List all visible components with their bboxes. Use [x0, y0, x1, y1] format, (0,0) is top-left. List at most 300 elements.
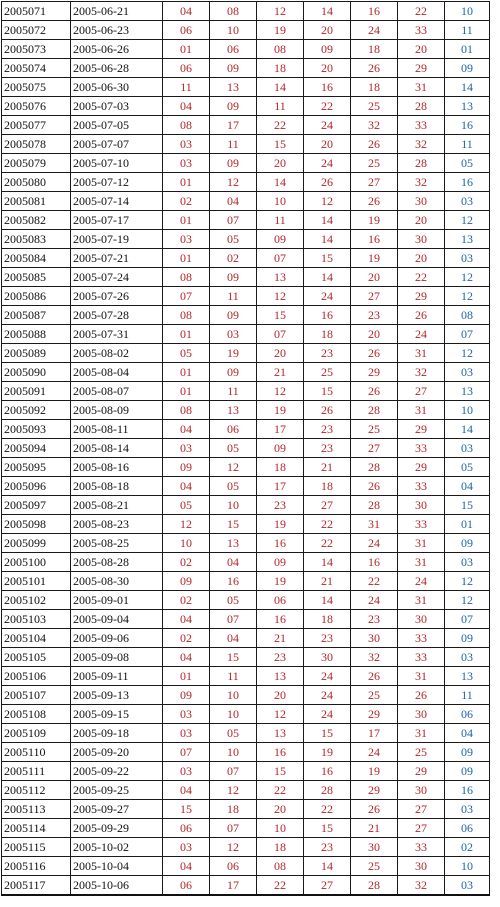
issue-number-cell: 2005073	[2, 40, 71, 59]
table-row	[2, 667, 490, 686]
draw-date-cell: 2005-08-07	[71, 382, 163, 401]
issue-number-cell: 2005107	[2, 686, 71, 705]
red-ball-5-cell: 25	[351, 420, 398, 439]
draw-date-cell: 2005-08-02	[71, 344, 163, 363]
red-ball-2-cell: 17	[210, 876, 257, 896]
red-ball-6-cell: 31	[398, 78, 445, 97]
blue-ball-cell: 03	[445, 800, 490, 819]
blue-ball-cell: 07	[445, 610, 490, 629]
draw-date-cell: 2005-08-09	[71, 401, 163, 420]
table-row	[2, 705, 490, 724]
issue-number-cell: 2005113	[2, 800, 71, 819]
blue-ball-cell: 11	[445, 21, 490, 40]
red-ball-6-cell: 26	[398, 306, 445, 325]
red-ball-1-cell: 15	[163, 800, 210, 819]
blue-ball-cell: 02	[445, 838, 490, 857]
red-ball-6-cell: 31	[398, 534, 445, 553]
red-ball-4-cell: 23	[304, 629, 351, 648]
table-row	[2, 344, 490, 363]
issue-number-cell: 2005084	[2, 249, 71, 268]
draw-date-cell: 2005-06-23	[71, 21, 163, 40]
red-ball-6-cell: 27	[398, 819, 445, 838]
red-ball-6-cell: 25	[398, 743, 445, 762]
table-row	[2, 800, 490, 819]
issue-number-cell: 2005075	[2, 78, 71, 97]
red-ball-4-cell: 27	[304, 496, 351, 515]
table-row	[2, 154, 490, 173]
red-ball-6-cell: 27	[398, 800, 445, 819]
red-ball-5-cell: 24	[351, 591, 398, 610]
red-ball-1-cell: 04	[163, 857, 210, 876]
red-ball-5-cell: 25	[351, 97, 398, 116]
red-ball-6-cell: 30	[398, 781, 445, 800]
blue-ball-cell: 12	[445, 344, 490, 363]
red-ball-1-cell: 08	[163, 401, 210, 420]
red-ball-6-cell: 33	[398, 439, 445, 458]
red-ball-5-cell: 31	[351, 515, 398, 534]
red-ball-1-cell: 01	[163, 40, 210, 59]
red-ball-2-cell: 10	[210, 496, 257, 515]
draw-date-cell: 2005-08-23	[71, 515, 163, 534]
table-row	[2, 192, 490, 211]
draw-date-cell: 2005-07-14	[71, 192, 163, 211]
red-ball-1-cell: 09	[163, 572, 210, 591]
draw-date-cell: 2005-08-16	[71, 458, 163, 477]
red-ball-3-cell: 11	[257, 97, 304, 116]
red-ball-6-cell: 29	[398, 420, 445, 439]
draw-date-cell: 2005-09-04	[71, 610, 163, 629]
red-ball-2-cell: 09	[210, 97, 257, 116]
red-ball-6-cell: 31	[398, 344, 445, 363]
draw-date-cell: 2005-07-19	[71, 230, 163, 249]
red-ball-5-cell: 18	[351, 40, 398, 59]
red-ball-2-cell: 09	[210, 268, 257, 287]
draw-date-cell: 2005-06-30	[71, 78, 163, 97]
red-ball-1-cell: 09	[163, 458, 210, 477]
red-ball-2-cell: 09	[210, 363, 257, 382]
blue-ball-cell: 12	[445, 211, 490, 230]
red-ball-4-cell: 20	[304, 135, 351, 154]
table-row	[2, 2, 490, 21]
red-ball-2-cell: 13	[210, 401, 257, 420]
red-ball-6-cell: 30	[398, 705, 445, 724]
red-ball-4-cell: 18	[304, 610, 351, 629]
blue-ball-cell: 12	[445, 591, 490, 610]
red-ball-6-cell: 31	[398, 553, 445, 572]
red-ball-3-cell: 19	[257, 515, 304, 534]
issue-number-cell: 2005082	[2, 211, 71, 230]
red-ball-6-cell: 30	[398, 230, 445, 249]
red-ball-5-cell: 25	[351, 686, 398, 705]
red-ball-5-cell: 23	[351, 610, 398, 629]
draw-date-cell: 2005-10-02	[71, 838, 163, 857]
draw-date-cell: 2005-08-11	[71, 420, 163, 439]
table-row	[2, 249, 490, 268]
blue-ball-cell: 11	[445, 686, 490, 705]
blue-ball-cell: 03	[445, 439, 490, 458]
draw-date-cell: 2005-09-11	[71, 667, 163, 686]
blue-ball-cell: 10	[445, 2, 490, 21]
red-ball-5-cell: 28	[351, 496, 398, 515]
red-ball-1-cell: 03	[163, 439, 210, 458]
red-ball-1-cell: 01	[163, 249, 210, 268]
table-row	[2, 743, 490, 762]
red-ball-4-cell: 21	[304, 572, 351, 591]
issue-number-cell: 2005087	[2, 306, 71, 325]
red-ball-4-cell: 18	[304, 325, 351, 344]
issue-number-cell: 2005108	[2, 705, 71, 724]
table-row	[2, 230, 490, 249]
red-ball-4-cell: 24	[304, 116, 351, 135]
red-ball-2-cell: 05	[210, 477, 257, 496]
red-ball-6-cell: 33	[398, 116, 445, 135]
red-ball-5-cell: 23	[351, 306, 398, 325]
red-ball-5-cell: 27	[351, 173, 398, 192]
issue-number-cell: 2005089	[2, 344, 71, 363]
table-row	[2, 591, 490, 610]
red-ball-2-cell: 08	[210, 2, 257, 21]
red-ball-5-cell: 28	[351, 458, 398, 477]
issue-number-cell: 2005088	[2, 325, 71, 344]
table-row	[2, 78, 490, 97]
draw-date-cell: 2005-08-30	[71, 572, 163, 591]
issue-number-cell: 2005083	[2, 230, 71, 249]
red-ball-2-cell: 18	[210, 800, 257, 819]
red-ball-6-cell: 24	[398, 325, 445, 344]
red-ball-1-cell: 05	[163, 344, 210, 363]
red-ball-6-cell: 27	[398, 382, 445, 401]
red-ball-3-cell: 09	[257, 439, 304, 458]
draw-date-cell: 2005-07-07	[71, 135, 163, 154]
red-ball-6-cell: 24	[398, 572, 445, 591]
red-ball-1-cell: 08	[163, 306, 210, 325]
red-ball-4-cell: 14	[304, 211, 351, 230]
red-ball-4-cell: 20	[304, 21, 351, 40]
red-ball-4-cell: 22	[304, 515, 351, 534]
table-row	[2, 401, 490, 420]
red-ball-3-cell: 18	[257, 59, 304, 78]
table-row	[2, 781, 490, 800]
draw-date-cell: 2005-08-04	[71, 363, 163, 382]
red-ball-1-cell: 02	[163, 553, 210, 572]
red-ball-3-cell: 10	[257, 819, 304, 838]
issue-number-cell: 2005098	[2, 515, 71, 534]
red-ball-5-cell: 29	[351, 363, 398, 382]
red-ball-6-cell: 20	[398, 40, 445, 59]
red-ball-1-cell: 06	[163, 876, 210, 896]
red-ball-4-cell: 26	[304, 173, 351, 192]
table-row	[2, 629, 490, 648]
red-ball-3-cell: 07	[257, 249, 304, 268]
red-ball-6-cell: 20	[398, 249, 445, 268]
blue-ball-cell: 12	[445, 268, 490, 287]
blue-ball-cell: 06	[445, 705, 490, 724]
red-ball-2-cell: 12	[210, 838, 257, 857]
red-ball-5-cell: 30	[351, 629, 398, 648]
table-row	[2, 477, 490, 496]
red-ball-6-cell: 28	[398, 154, 445, 173]
draw-date-cell: 2005-07-24	[71, 268, 163, 287]
red-ball-3-cell: 23	[257, 648, 304, 667]
red-ball-5-cell: 24	[351, 743, 398, 762]
issue-number-cell: 2005090	[2, 363, 71, 382]
red-ball-6-cell: 31	[398, 667, 445, 686]
draw-date-cell: 2005-10-06	[71, 876, 163, 896]
issue-number-cell: 2005086	[2, 287, 71, 306]
issue-number-cell: 2005081	[2, 192, 71, 211]
red-ball-5-cell: 25	[351, 154, 398, 173]
blue-ball-cell: 10	[445, 857, 490, 876]
red-ball-5-cell: 30	[351, 838, 398, 857]
red-ball-1-cell: 11	[163, 78, 210, 97]
red-ball-3-cell: 12	[257, 382, 304, 401]
red-ball-4-cell: 26	[304, 401, 351, 420]
blue-ball-cell: 04	[445, 477, 490, 496]
red-ball-6-cell: 32	[398, 135, 445, 154]
table-row	[2, 610, 490, 629]
red-ball-1-cell: 01	[163, 325, 210, 344]
red-ball-4-cell: 21	[304, 458, 351, 477]
red-ball-6-cell: 33	[398, 515, 445, 534]
red-ball-6-cell: 31	[398, 591, 445, 610]
red-ball-2-cell: 17	[210, 116, 257, 135]
red-ball-4-cell: 15	[304, 724, 351, 743]
red-ball-3-cell: 07	[257, 325, 304, 344]
red-ball-3-cell: 14	[257, 173, 304, 192]
draw-date-cell: 2005-07-26	[71, 287, 163, 306]
issue-number-cell: 2005091	[2, 382, 71, 401]
red-ball-2-cell: 09	[210, 306, 257, 325]
red-ball-6-cell: 33	[398, 629, 445, 648]
red-ball-4-cell: 22	[304, 97, 351, 116]
draw-date-cell: 2005-09-27	[71, 800, 163, 819]
red-ball-4-cell: 15	[304, 382, 351, 401]
red-ball-2-cell: 13	[210, 534, 257, 553]
blue-ball-cell: 11	[445, 135, 490, 154]
red-ball-2-cell: 15	[210, 648, 257, 667]
blue-ball-cell: 03	[445, 876, 490, 896]
red-ball-5-cell: 32	[351, 116, 398, 135]
red-ball-2-cell: 04	[210, 629, 257, 648]
red-ball-5-cell: 26	[351, 382, 398, 401]
draw-date-cell: 2005-07-28	[71, 306, 163, 325]
table-row	[2, 287, 490, 306]
red-ball-1-cell: 06	[163, 819, 210, 838]
draw-date-cell: 2005-08-14	[71, 439, 163, 458]
red-ball-5-cell: 20	[351, 325, 398, 344]
red-ball-3-cell: 18	[257, 838, 304, 857]
red-ball-4-cell: 24	[304, 287, 351, 306]
blue-ball-cell: 04	[445, 724, 490, 743]
red-ball-3-cell: 12	[257, 705, 304, 724]
red-ball-4-cell: 22	[304, 800, 351, 819]
red-ball-4-cell: 09	[304, 40, 351, 59]
table-row	[2, 97, 490, 116]
draw-date-cell: 2005-09-13	[71, 686, 163, 705]
red-ball-1-cell: 05	[163, 496, 210, 515]
red-ball-1-cell: 02	[163, 591, 210, 610]
red-ball-3-cell: 21	[257, 629, 304, 648]
red-ball-3-cell: 18	[257, 458, 304, 477]
draw-date-cell: 2005-07-31	[71, 325, 163, 344]
draw-date-cell: 2005-07-12	[71, 173, 163, 192]
red-ball-2-cell: 05	[210, 230, 257, 249]
issue-number-cell: 2005100	[2, 553, 71, 572]
issue-number-cell: 2005079	[2, 154, 71, 173]
red-ball-4-cell: 22	[304, 534, 351, 553]
blue-ball-cell: 14	[445, 420, 490, 439]
red-ball-1-cell: 12	[163, 515, 210, 534]
red-ball-1-cell: 04	[163, 2, 210, 21]
red-ball-3-cell: 16	[257, 743, 304, 762]
red-ball-3-cell: 11	[257, 211, 304, 230]
draw-date-cell: 2005-07-21	[71, 249, 163, 268]
blue-ball-cell: 16	[445, 173, 490, 192]
red-ball-3-cell: 20	[257, 800, 304, 819]
red-ball-4-cell: 14	[304, 857, 351, 876]
red-ball-5-cell: 19	[351, 249, 398, 268]
issue-number-cell: 2005076	[2, 97, 71, 116]
red-ball-3-cell: 23	[257, 496, 304, 515]
red-ball-1-cell: 04	[163, 420, 210, 439]
draw-date-cell: 2005-10-04	[71, 857, 163, 876]
draw-date-cell: 2005-08-21	[71, 496, 163, 515]
draw-date-cell: 2005-09-22	[71, 762, 163, 781]
red-ball-4-cell: 14	[304, 230, 351, 249]
red-ball-2-cell: 11	[210, 667, 257, 686]
red-ball-5-cell: 27	[351, 439, 398, 458]
red-ball-6-cell: 33	[398, 838, 445, 857]
issue-number-cell: 2005101	[2, 572, 71, 591]
blue-ball-cell: 12	[445, 287, 490, 306]
red-ball-2-cell: 09	[210, 59, 257, 78]
table-row	[2, 40, 490, 59]
issue-number-cell: 2005109	[2, 724, 71, 743]
table-row	[2, 762, 490, 781]
red-ball-1-cell: 04	[163, 477, 210, 496]
red-ball-1-cell: 06	[163, 21, 210, 40]
table-row	[2, 173, 490, 192]
red-ball-4-cell: 12	[304, 192, 351, 211]
red-ball-3-cell: 12	[257, 287, 304, 306]
draw-date-cell: 2005-09-20	[71, 743, 163, 762]
red-ball-6-cell: 22	[398, 2, 445, 21]
blue-ball-cell: 09	[445, 629, 490, 648]
red-ball-5-cell: 26	[351, 800, 398, 819]
red-ball-5-cell: 24	[351, 534, 398, 553]
red-ball-3-cell: 21	[257, 363, 304, 382]
red-ball-5-cell: 21	[351, 819, 398, 838]
red-ball-1-cell: 04	[163, 97, 210, 116]
red-ball-6-cell: 29	[398, 458, 445, 477]
red-ball-5-cell: 26	[351, 59, 398, 78]
blue-ball-cell: 08	[445, 306, 490, 325]
red-ball-2-cell: 06	[210, 420, 257, 439]
red-ball-2-cell: 12	[210, 781, 257, 800]
red-ball-5-cell: 20	[351, 268, 398, 287]
red-ball-3-cell: 15	[257, 762, 304, 781]
red-ball-5-cell: 26	[351, 667, 398, 686]
table-row	[2, 724, 490, 743]
red-ball-5-cell: 17	[351, 724, 398, 743]
blue-ball-cell: 10	[445, 401, 490, 420]
red-ball-3-cell: 13	[257, 268, 304, 287]
red-ball-5-cell: 26	[351, 344, 398, 363]
red-ball-2-cell: 06	[210, 857, 257, 876]
table-row	[2, 59, 490, 78]
red-ball-1-cell: 04	[163, 648, 210, 667]
red-ball-4-cell: 16	[304, 78, 351, 97]
issue-number-cell: 2005092	[2, 401, 71, 420]
red-ball-2-cell: 06	[210, 40, 257, 59]
issue-number-cell: 2005097	[2, 496, 71, 515]
issue-number-cell: 2005105	[2, 648, 71, 667]
blue-ball-cell: 03	[445, 648, 490, 667]
issue-number-cell: 2005095	[2, 458, 71, 477]
red-ball-3-cell: 16	[257, 534, 304, 553]
red-ball-5-cell: 27	[351, 287, 398, 306]
red-ball-3-cell: 17	[257, 420, 304, 439]
red-ball-5-cell: 26	[351, 135, 398, 154]
table-row	[2, 876, 490, 896]
red-ball-2-cell: 12	[210, 173, 257, 192]
issue-number-cell: 2005099	[2, 534, 71, 553]
blue-ball-cell: 03	[445, 553, 490, 572]
red-ball-1-cell: 07	[163, 287, 210, 306]
red-ball-1-cell: 08	[163, 116, 210, 135]
issue-number-cell: 2005080	[2, 173, 71, 192]
issue-number-cell: 2005114	[2, 819, 71, 838]
red-ball-1-cell: 03	[163, 135, 210, 154]
red-ball-1-cell: 09	[163, 686, 210, 705]
red-ball-1-cell: 03	[163, 705, 210, 724]
blue-ball-cell: 03	[445, 249, 490, 268]
table-row	[2, 135, 490, 154]
blue-ball-cell: 03	[445, 192, 490, 211]
blue-ball-cell: 13	[445, 382, 490, 401]
red-ball-2-cell: 03	[210, 325, 257, 344]
red-ball-5-cell: 29	[351, 705, 398, 724]
table-row	[2, 819, 490, 838]
red-ball-3-cell: 09	[257, 230, 304, 249]
red-ball-5-cell: 22	[351, 572, 398, 591]
issue-number-cell: 2005078	[2, 135, 71, 154]
red-ball-5-cell: 16	[351, 553, 398, 572]
red-ball-5-cell: 18	[351, 78, 398, 97]
red-ball-1-cell: 01	[163, 211, 210, 230]
blue-ball-cell: 05	[445, 458, 490, 477]
red-ball-3-cell: 15	[257, 135, 304, 154]
red-ball-5-cell: 16	[351, 230, 398, 249]
table-row	[2, 363, 490, 382]
draw-date-cell: 2005-09-15	[71, 705, 163, 724]
red-ball-4-cell: 23	[304, 420, 351, 439]
red-ball-6-cell: 32	[398, 173, 445, 192]
red-ball-2-cell: 15	[210, 515, 257, 534]
red-ball-3-cell: 08	[257, 857, 304, 876]
red-ball-3-cell: 10	[257, 192, 304, 211]
red-ball-1-cell: 01	[163, 667, 210, 686]
red-ball-5-cell: 26	[351, 192, 398, 211]
draw-date-cell: 2005-07-05	[71, 116, 163, 135]
red-ball-3-cell: 20	[257, 686, 304, 705]
issue-number-cell: 2005102	[2, 591, 71, 610]
draw-date-cell: 2005-08-28	[71, 553, 163, 572]
table-row	[2, 572, 490, 591]
red-ball-3-cell: 06	[257, 591, 304, 610]
table-row	[2, 515, 490, 534]
red-ball-4-cell: 16	[304, 306, 351, 325]
